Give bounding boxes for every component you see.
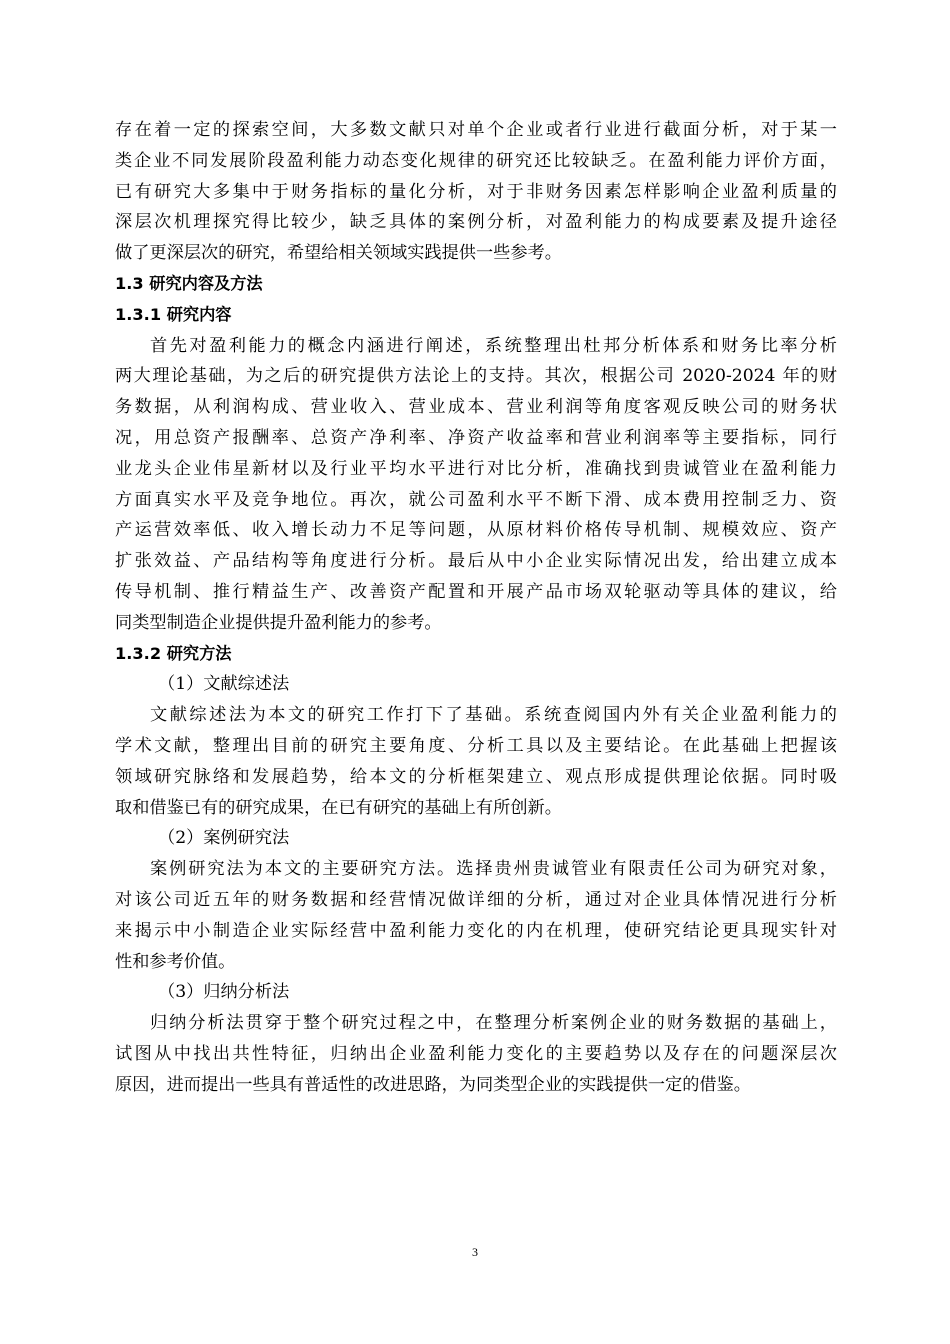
paragraph-line: 做了更深层次的研究，希望给相关领域实践提供一些参考。 bbox=[115, 243, 562, 264]
subsection-heading-methods: 1.3.2 研究方法 bbox=[115, 643, 232, 663]
page-body bbox=[115, 115, 837, 1101]
page-number: 3 bbox=[472, 1245, 478, 1259]
method-literature-review bbox=[115, 669, 837, 823]
method-case-study bbox=[115, 823, 837, 977]
paragraph-line: 存在着一定的探索空间，大多数文献只对单个企业或者行业进行截面分析，对于某一 bbox=[115, 120, 837, 140]
intro-paragraph bbox=[115, 115, 837, 269]
paragraph-line: 首先对盈利能力的概念内涵进行阐述，系统整理出杜邦分析体系和财务比率分析 bbox=[150, 335, 837, 356]
paragraph-line: 案例研究法为本文的主要研究方法。选择贵州贵诚管业有限责任公司为研究对象， bbox=[150, 859, 837, 880]
paragraph-line: 类企业不同发展阶段盈利能力动态变化规律的研究还比较缺乏。在盈利能力评价方面， bbox=[115, 150, 837, 171]
paragraph-line: 况，用总资产报酬率、总资产净利率、净资产收益率和营业利润率等主要指标，同行 bbox=[115, 427, 837, 448]
paragraph-line: 两大理论基础，为之后的研究提供方法论上的支持。其次，根据公司 2020-2024 年的财 bbox=[115, 366, 837, 387]
paragraph-line: 文献综述法为本文的研究工作打下了基础。系统查阅国内外有关企业盈利能力的 bbox=[150, 705, 837, 726]
paragraph-line: 务数据，从利润构成、营业收入、营业成本、营业利润等角度客观反映公司的财务状 bbox=[115, 397, 837, 418]
paragraph-line: 已有研究大多集中于财务指标的量化分析，对于非财务因素怎样影响企业盈利质量的 bbox=[115, 181, 837, 202]
paragraph-line: 同类型制造企业提供提升盈利能力的参考。 bbox=[115, 612, 442, 633]
method-title: （2）案例研究法 bbox=[158, 828, 290, 849]
section-heading: 1.3 研究内容及方法 bbox=[115, 273, 263, 293]
paragraph-line: 试图从中找出共性特征，归纳出企业盈利能力变化的主要趋势以及存在的问题深层次 bbox=[115, 1043, 837, 1064]
paragraph-line: 领域研究脉络和发展趋势，给本文的分析框架建立、观点形成提供理论依据。同时吸 bbox=[115, 766, 837, 787]
paragraph-line: 原因，进而提出一些具有普适性的改进思路，为同类型企业的实践提供一定的借鉴。 bbox=[115, 1074, 751, 1095]
method-title: （3）归纳分析法 bbox=[158, 982, 290, 1003]
paragraph-line: 深层次机理探究得比较少，缺乏具体的案例分析，对盈利能力的构成要素及提升途径 bbox=[115, 212, 837, 233]
paragraph-line: 性和参考价值。 bbox=[115, 951, 236, 972]
paragraph-line: 扩张效益、产品结构等角度进行分析。最后从中小企业实际情况出发，给出建立成本 bbox=[115, 551, 837, 572]
paragraph-line: 归纳分析法贯穿于整个研究过程之中，在整理分析案例企业的财务数据的基础上， bbox=[150, 1013, 837, 1034]
method-title: （1）文献综述法 bbox=[158, 674, 290, 695]
paragraph-line: 业龙头企业伟星新材以及行业平均水平进行对比分析，准确找到贵诚管业在盈利能力 bbox=[115, 458, 837, 479]
paragraph-line: 来揭示中小制造企业实际经营中盈利能力变化的内在机理，使研究结论更具现实针对 bbox=[115, 920, 837, 941]
content-paragraph bbox=[115, 331, 837, 639]
paragraph-line: 产运营效率低、收入增长动力不足等问题，从原材料价格传导机制、规模效应、资产 bbox=[115, 520, 837, 541]
method-inductive-analysis bbox=[115, 977, 837, 1100]
paragraph-line: 传导机制、推行精益生产、改善资产配置和开展产品市场双轮驱动等具体的建议，给 bbox=[115, 581, 837, 602]
paragraph-line: 方面真实水平及竞争地位。再次，就公司盈利水平不断下滑、成本费用控制乏力、资 bbox=[115, 489, 837, 510]
paragraph-line: 取和借鉴已有的研究成果，在已有研究的基础上有所创新。 bbox=[115, 797, 562, 818]
paragraph-line: 对该公司近五年的财务数据和经营情况做详细的分析，通过对企业具体情况进行分析 bbox=[115, 889, 837, 910]
paragraph-line: 学术文献，整理出目前的研究主要角度、分析工具以及主要结论。在此基础上把握该 bbox=[115, 735, 837, 756]
subsection-heading-content: 1.3.1 研究内容 bbox=[115, 304, 232, 324]
